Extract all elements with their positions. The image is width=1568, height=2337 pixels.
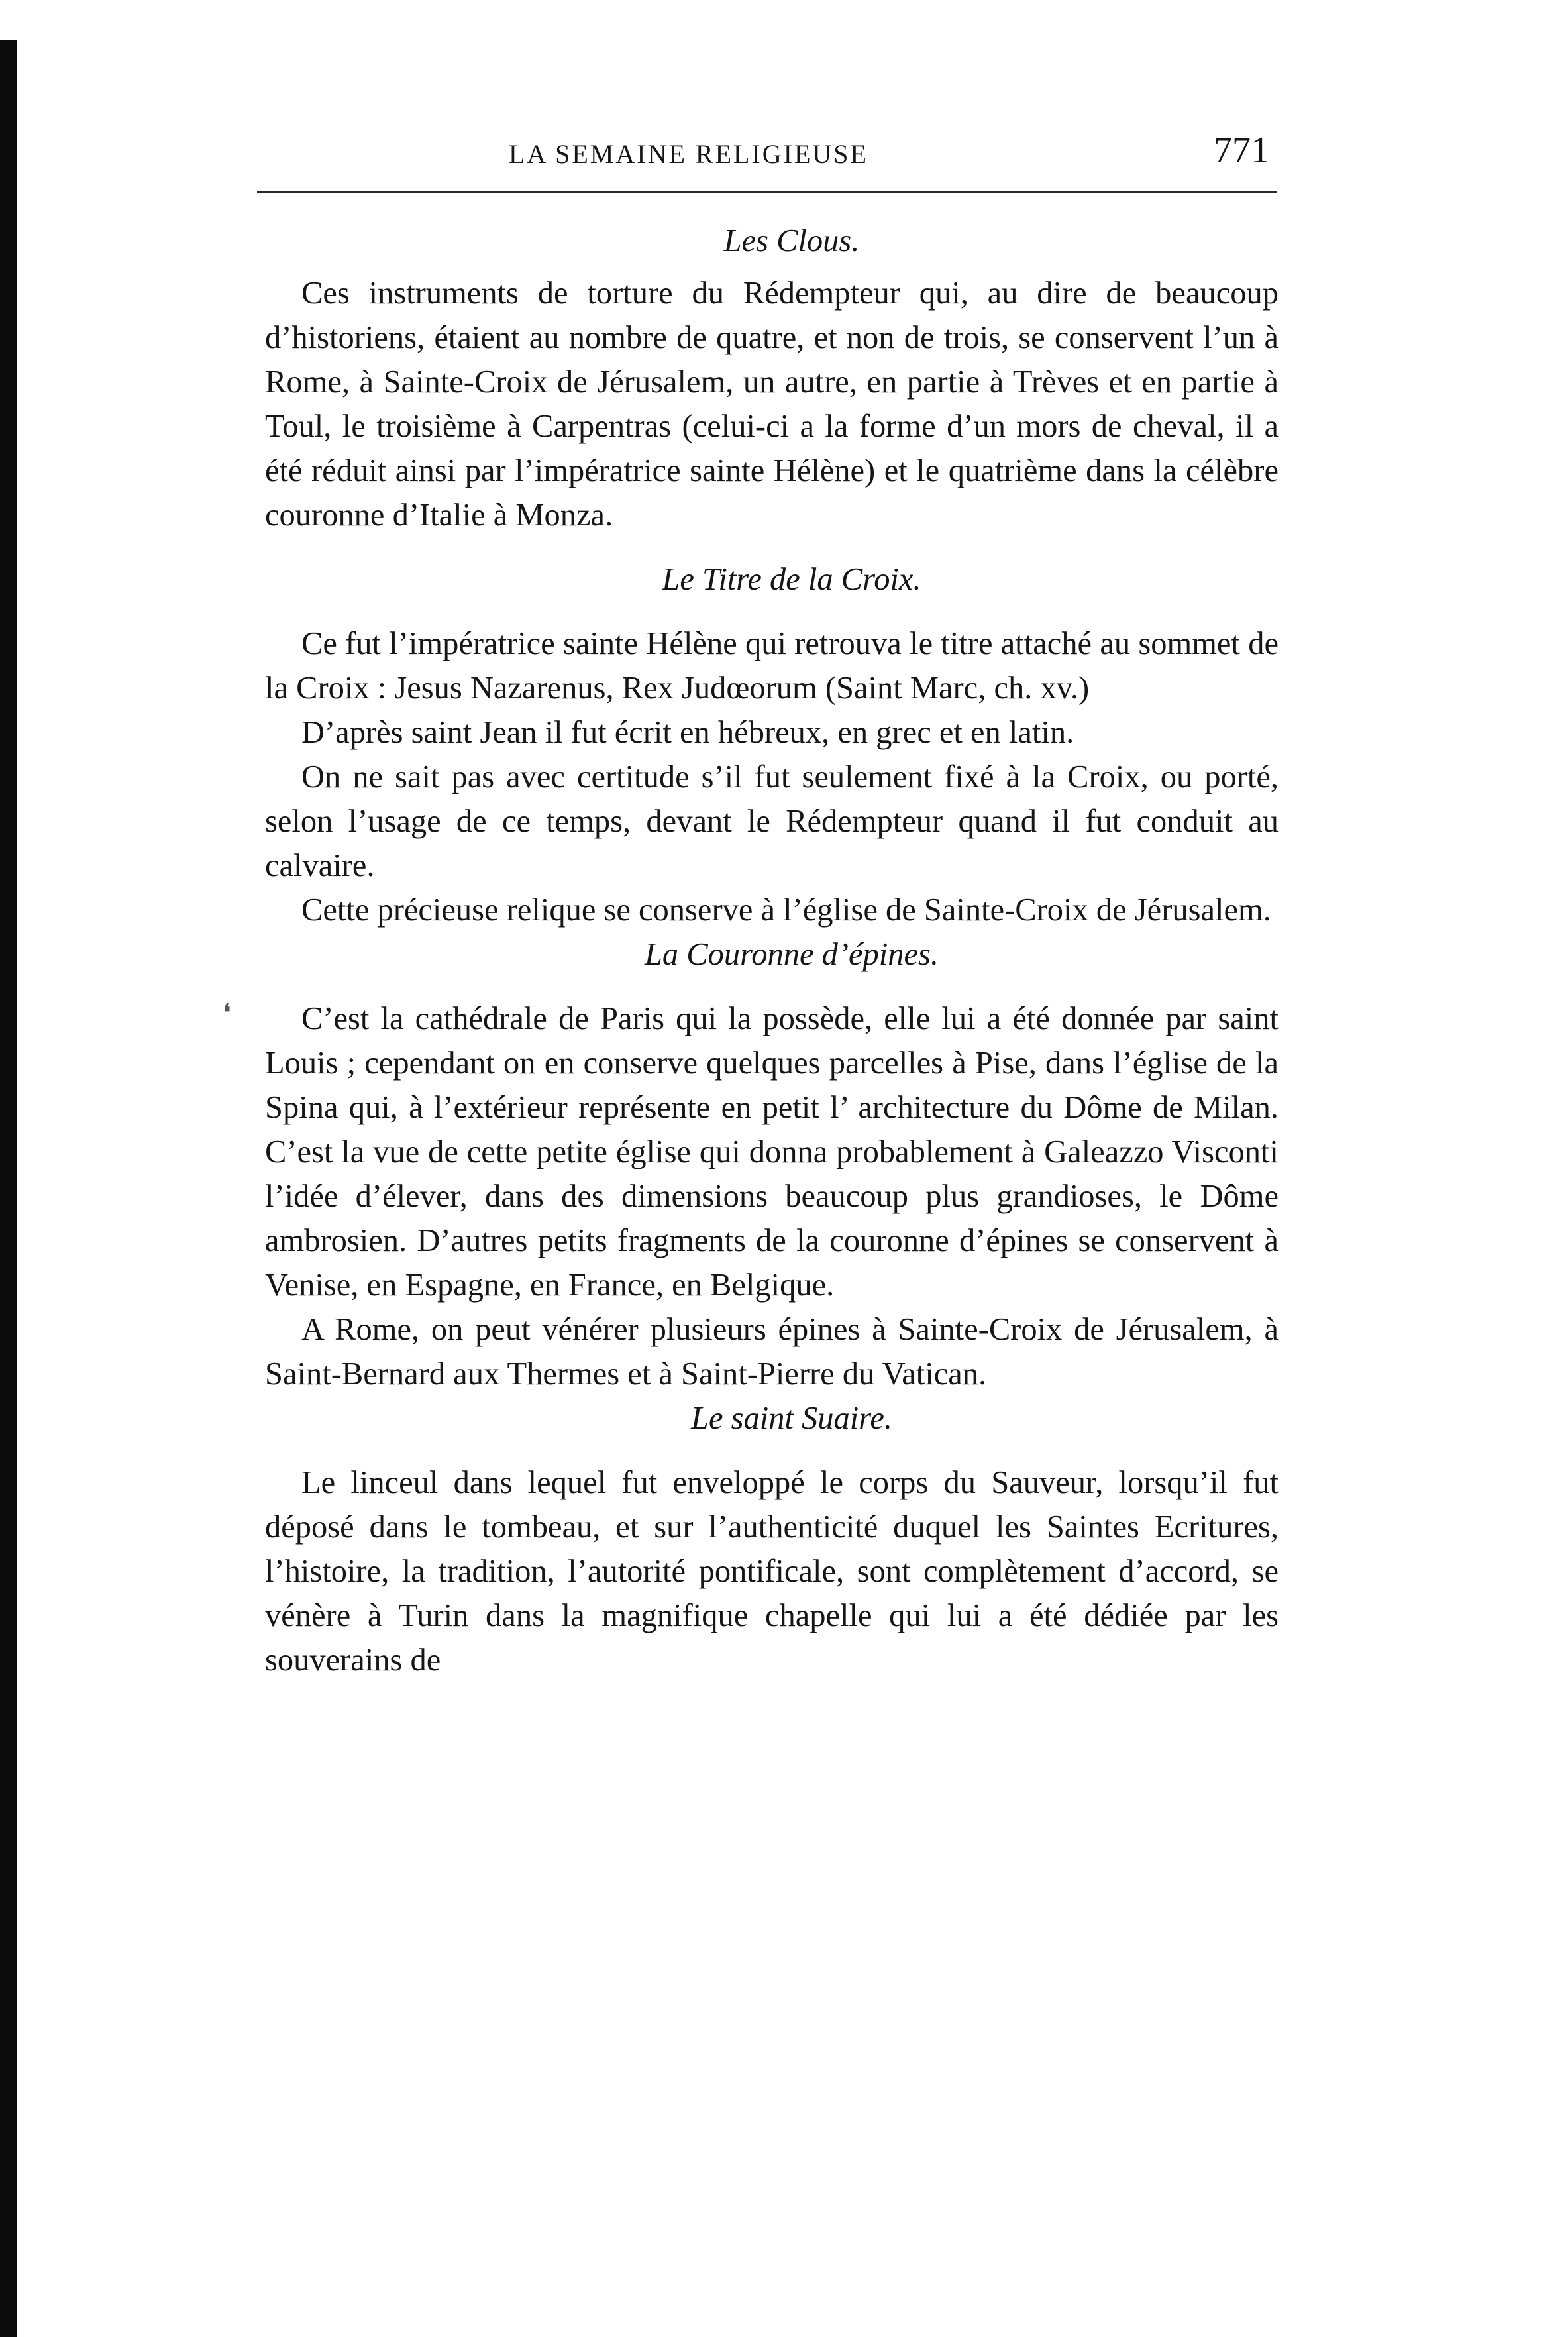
paragraph: Le linceul dans lequel fut enveloppé le corps du Sauveur, lorsqu’il fut déposé dans le tombeau, et sur l’authenticité duquel les Saintes Ecritures, l’histoire, la tradition, l’autorité pontificale, sont complètement d’accord, se vénère à Turin dans la magnifique chapelle qui lui a été dédiée par les souverains de xyxy=(265,1465,1279,1678)
page-binding-edge xyxy=(0,40,17,2337)
header-rule xyxy=(257,191,1277,193)
paragraph: D’après saint Jean il fut écrit en hébreux, en grec et en latin. xyxy=(301,715,1074,750)
paragraph: A Rome, on peut vénérer plusieurs épines à Sainte-Croix de Jérusalem, à Saint-Bernard aux Thermes et à Saint-Pierre du Vatican. xyxy=(265,1312,1279,1391)
section-heading-clous: Les Clous. xyxy=(723,223,860,258)
section-heading-titre: Le Titre de la Croix. xyxy=(662,562,921,597)
margin-mark: ❛ xyxy=(223,998,231,1028)
section-heading-couronne: La Couronne d’épines. xyxy=(644,937,939,972)
paragraph: Cette précieuse relique se conserve à l’église de Sainte-Croix de Jérusalem. xyxy=(301,893,1271,928)
section-heading-suaire: Le saint Suaire. xyxy=(690,1401,893,1436)
paragraph: Ce fut l’impératrice sainte Hélène qui retrouva le titre attaché au sommet de la Croix : Jesus Nazarenus, Rex Judœorum (Saint Marc, ch. xv.) xyxy=(265,626,1279,706)
page-header xyxy=(257,129,1277,182)
page-number: 771 xyxy=(1214,130,1269,171)
body-text xyxy=(265,219,1279,1682)
running-title: LA SEMAINE RELIGIEUSE xyxy=(509,139,868,169)
paragraph: Ces instruments de torture du Rédempteur qui, au dire de beaucoup d’historiens, étaient au nombre de quatre, et non de trois, se conservent l’un à Rome, à Sainte-Croix de Jérusalem, un autre, en partie à Trèves et en partie à Toul, le troisième à Carpentras (celui-ci a la forme d’un mors de cheval, il a été réduit ainsi par l’impératrice sainte Hélène) et le quatrième dans la célèbre couronne d’Italie à Monza. xyxy=(265,276,1279,533)
paragraph: C’est la cathédrale de Paris qui la possède, elle lui a été donnée par saint Louis ; cependant on en conserve quelques parcelles à Pise, dans l’église de la Spina qui, à l’extérieur représente en petit l’ architecture du Dôme de Milan. C’est la vue de cette petite église qui donna probablement à Galeazzo Visconti l’idée d’élever, dans des dimensions beaucoup plus grandioses, le Dôme ambrosien. D’autres petits fragments de la couronne d’épines se conservent à Venise, en Espagne, en France, en Belgique. xyxy=(265,1001,1279,1303)
paragraph: On ne sait pas avec certitude s’il fut seulement fixé à la Croix, ou porté, selon l’usage de ce temps, devant le Rédempteur quand il fut conduit au calvaire. xyxy=(265,759,1279,883)
